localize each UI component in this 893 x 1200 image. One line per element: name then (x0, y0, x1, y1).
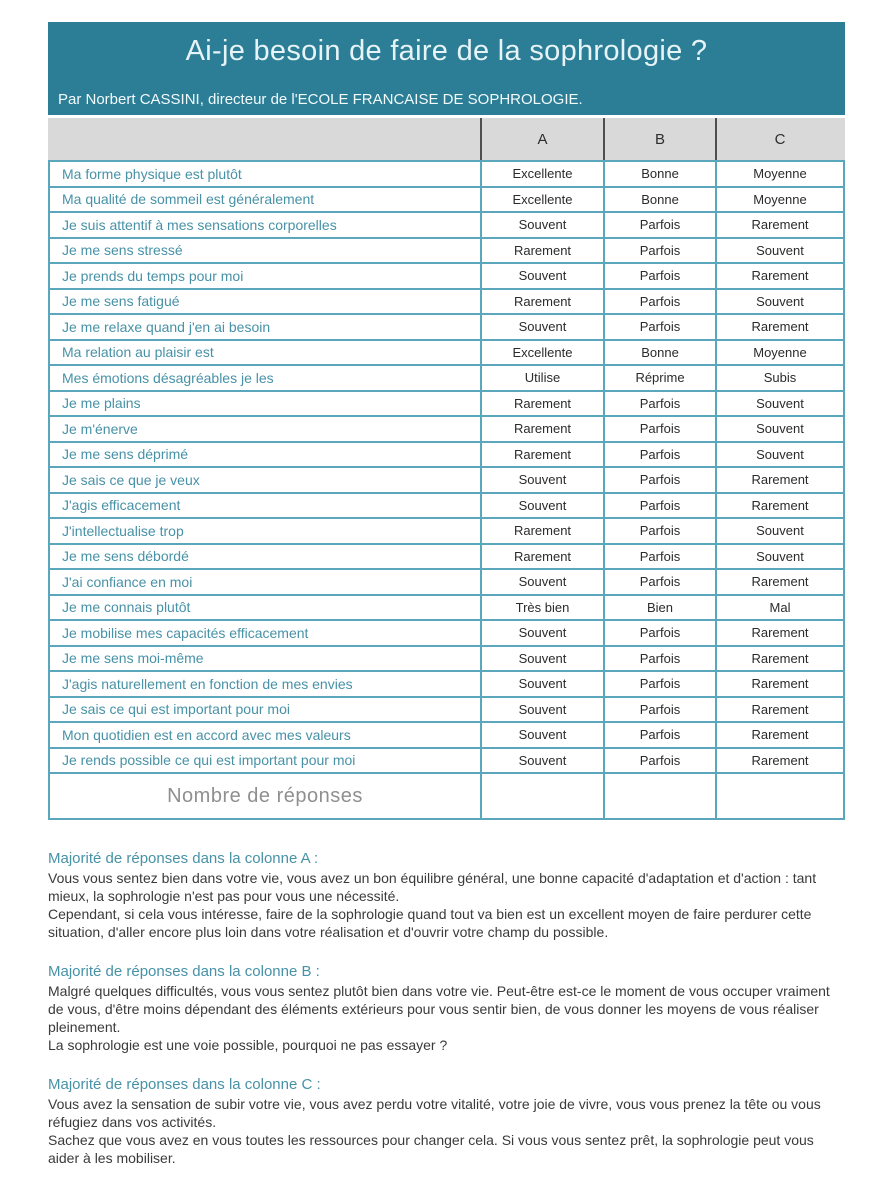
answer-c-cell: Rarement (715, 672, 843, 696)
answer-c-cell: Rarement (715, 698, 843, 722)
answer-a-cell: Excellente (480, 162, 603, 186)
table-row (50, 341, 843, 367)
answer-a-cell: Souvent (480, 647, 603, 671)
table-row (50, 519, 843, 545)
answer-c-cell: Souvent (715, 392, 843, 416)
table-row (50, 264, 843, 290)
answer-a-cell: Très bien (480, 596, 603, 620)
answer-b-cell: Parfois (603, 264, 715, 288)
answer-b-cell: Parfois (603, 519, 715, 543)
page-subtitle: Par Norbert CASSINI, directeur de l'ECOLE FRANCAISE DE SOPHROLOGIE. (58, 91, 583, 108)
answer-b-cell: Bonne (603, 162, 715, 186)
result-section (48, 1076, 845, 1167)
question-cell: Je me sens stressé (62, 242, 183, 259)
answer-c-cell: Rarement (715, 468, 843, 492)
table-row (50, 392, 843, 418)
section-paragraph: Cependant, si cela vous intéresse, faire de la sophrologie quand tout va bien est un excellent moyen de faire perdurer cette situation, d'aller encore plus loin dans votre réalisation et d'ouvrir votre champ du possible. (48, 906, 812, 940)
section-paragraphs (48, 1095, 845, 1167)
question-cell: Je me sens fatigué (62, 293, 180, 310)
answer-b-cell: Parfois (603, 494, 715, 518)
answer-b-cell: Bonne (603, 341, 715, 365)
answer-c-cell: Souvent (715, 443, 843, 467)
answer-c-cell: Subis (715, 366, 843, 390)
table-row (50, 162, 843, 188)
table-row (50, 647, 843, 673)
question-cell: Je sais ce que je veux (62, 471, 200, 488)
question-cell: Je me sens débordé (62, 548, 189, 565)
question-cell: J'ai confiance en moi (62, 573, 193, 590)
answer-b-cell: Parfois (603, 392, 715, 416)
question-cell: Je me connais plutôt (62, 599, 191, 616)
answer-c-cell: Rarement (715, 647, 843, 671)
question-cell: Je mobilise mes capacités efficacement (62, 624, 309, 641)
table-row (50, 290, 843, 316)
table-row (50, 621, 843, 647)
answer-c-cell: Moyenne (715, 162, 843, 186)
answer-c-cell: Moyenne (715, 341, 843, 365)
result-section (48, 850, 845, 941)
answer-a-cell: Souvent (480, 672, 603, 696)
question-cell: J'agis efficacement (62, 497, 181, 514)
answer-b-cell: Parfois (603, 315, 715, 339)
footer-empty-cell-b (603, 774, 715, 818)
table-row (50, 468, 843, 494)
section-heading: Majorité de réponses dans la colonne C : (48, 1076, 321, 1093)
answer-b-cell: Parfois (603, 545, 715, 569)
column-header-c: C (715, 118, 843, 160)
answer-b-cell: Parfois (603, 290, 715, 314)
answer-a-cell: Rarement (480, 239, 603, 263)
answer-b-cell: Parfois (603, 417, 715, 441)
answer-b-cell: Parfois (603, 621, 715, 645)
table-row (50, 596, 843, 622)
question-cell: Ma relation au plaisir est (62, 344, 214, 361)
column-header-b: B (603, 118, 715, 160)
table-row (50, 698, 843, 724)
question-cell: Je me sens moi-même (62, 650, 204, 667)
table-row (50, 366, 843, 392)
answer-a-cell: Excellente (480, 341, 603, 365)
section-paragraph: Vous vous sentez bien dans votre vie, vous avez un bon équilibre général, une bonne capacité d'adaptation et d'action : tant mieux, la sophrologie n'est pas pour vous une nécessité. (48, 870, 817, 904)
question-cell: Je me sens déprimé (62, 446, 189, 463)
section-paragraph: Vous avez la sensation de subir votre vie, vous avez perdu votre vitalité, votre joie de vivre, vous vous prenez la tête ou vous réfugiez dans vos activités. (48, 1096, 821, 1130)
answer-c-cell: Rarement (715, 315, 843, 339)
table-row (50, 239, 843, 265)
question-cell: Mon quotidien est en accord avec mes valeurs (62, 726, 351, 743)
table-row (50, 672, 843, 698)
answer-c-cell: Rarement (715, 621, 843, 645)
answer-a-cell: Rarement (480, 519, 603, 543)
answer-c-cell: Souvent (715, 290, 843, 314)
section-paragraphs (48, 869, 845, 941)
answer-b-cell: Bien (603, 596, 715, 620)
answer-c-cell: Rarement (715, 570, 843, 594)
answer-a-cell: Rarement (480, 545, 603, 569)
section-paragraphs (48, 982, 845, 1054)
question-cell: J'agis naturellement en fonction de mes envies (62, 675, 353, 692)
table-row (50, 570, 843, 596)
answer-c-cell: Rarement (715, 749, 843, 773)
column-header-a: A (480, 118, 603, 160)
table-header-row (48, 118, 845, 160)
answer-a-cell: Souvent (480, 723, 603, 747)
question-cell: Je prends du temps pour moi (62, 267, 244, 284)
question-column-header (50, 118, 480, 160)
questionnaire-table (48, 160, 845, 820)
footer-empty-cell-a (480, 774, 603, 818)
question-cell: Je sais ce qui est important pour moi (62, 701, 290, 718)
section-paragraph: Sachez que vous avez en vous toutes les ressources pour changer cela. Si vous vous sentez prêt, la sophrologie peut vous aider à les mobiliser. (48, 1132, 814, 1166)
answer-c-cell: Rarement (715, 213, 843, 237)
answer-b-cell: Parfois (603, 698, 715, 722)
table-row (50, 723, 843, 749)
result-section (48, 963, 845, 1054)
answer-a-cell: Souvent (480, 749, 603, 773)
answer-b-cell: Parfois (603, 723, 715, 747)
footer-label: Nombre de réponses (167, 784, 363, 807)
question-cell: Je me plains (62, 395, 141, 412)
table-row (50, 749, 843, 775)
answer-a-cell: Souvent (480, 468, 603, 492)
question-cell: J'intellectualise trop (62, 522, 184, 539)
result-sections (48, 850, 845, 1167)
question-cell: Mes émotions désagréables je les (62, 369, 274, 386)
answer-b-cell: Parfois (603, 672, 715, 696)
table-row (50, 213, 843, 239)
answer-c-cell: Rarement (715, 723, 843, 747)
section-heading: Majorité de réponses dans la colonne A : (48, 850, 319, 867)
answer-a-cell: Souvent (480, 698, 603, 722)
answer-a-cell: Rarement (480, 417, 603, 441)
page-title: Ai-je besoin de faire de la sophrologie ? (185, 35, 708, 67)
table-row (50, 494, 843, 520)
table-row (50, 315, 843, 341)
page-content (48, 22, 845, 1189)
question-cell: Je rends possible ce qui est important pour moi (62, 752, 356, 769)
answer-a-cell: Rarement (480, 443, 603, 467)
answer-b-cell: Parfois (603, 239, 715, 263)
answer-c-cell: Souvent (715, 417, 843, 441)
answer-c-cell: Rarement (715, 494, 843, 518)
answer-b-cell: Parfois (603, 647, 715, 671)
table-row (50, 443, 843, 469)
answer-b-cell: Parfois (603, 468, 715, 492)
question-cell: Ma forme physique est plutôt (62, 165, 242, 182)
answer-c-cell: Mal (715, 596, 843, 620)
answer-a-cell: Souvent (480, 494, 603, 518)
question-cell: Je suis attentif à mes sensations corporelles (62, 216, 337, 233)
answer-c-cell: Souvent (715, 519, 843, 543)
answer-a-cell: Souvent (480, 213, 603, 237)
answer-b-cell: Parfois (603, 213, 715, 237)
answer-b-cell: Parfois (603, 570, 715, 594)
answer-a-cell: Souvent (480, 315, 603, 339)
answer-a-cell: Souvent (480, 264, 603, 288)
section-heading: Majorité de réponses dans la colonne B : (48, 963, 320, 980)
footer-empty-cell-c (715, 774, 843, 818)
question-cell: Je m'énerve (62, 420, 138, 437)
answer-b-cell: Parfois (603, 443, 715, 467)
answer-a-cell: Souvent (480, 570, 603, 594)
answer-c-cell: Moyenne (715, 188, 843, 212)
section-paragraph: La sophrologie est une voie possible, pourquoi ne pas essayer ? (48, 1037, 448, 1053)
table-footer-row (50, 774, 843, 818)
answer-b-cell: Réprime (603, 366, 715, 390)
answer-a-cell: Souvent (480, 621, 603, 645)
answer-a-cell: Rarement (480, 290, 603, 314)
answer-c-cell: Souvent (715, 545, 843, 569)
table-row (50, 545, 843, 571)
answer-a-cell: Utilise (480, 366, 603, 390)
answer-b-cell: Parfois (603, 749, 715, 773)
question-cell: Ma qualité de sommeil est généralement (62, 191, 315, 208)
question-cell: Je me relaxe quand j'en ai besoin (62, 318, 271, 335)
answer-a-cell: Excellente (480, 188, 603, 212)
table-row (50, 417, 843, 443)
answer-b-cell: Bonne (603, 188, 715, 212)
header-band (48, 22, 845, 115)
section-paragraph: Malgré quelques difficultés, vous vous sentez plutôt bien dans votre vie. Peut-être est-ce le moment de vous occuper vraiment de vous, d'être moins dépendant des éléments extérieurs pour vous sentir bien, de vous donner les moyens de vous réaliser pleinement. (48, 983, 830, 1035)
answer-c-cell: Souvent (715, 239, 843, 263)
answer-a-cell: Rarement (480, 392, 603, 416)
answer-c-cell: Rarement (715, 264, 843, 288)
table-row (50, 188, 843, 214)
